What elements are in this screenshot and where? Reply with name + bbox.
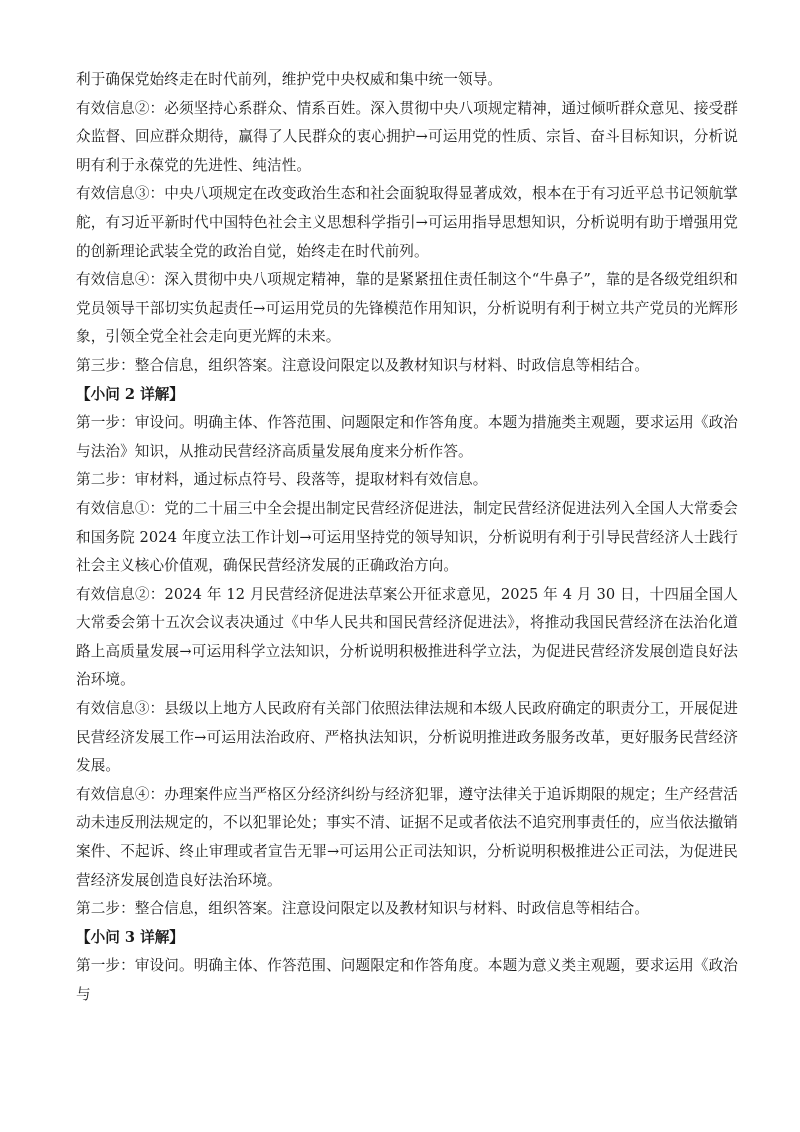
paragraph: 第一步：审设问。明确主体、作答范围、问题限定和作答角度。本题为措施类主观题，要求运用《政治与法治》知识，从推动民营经济高质量发展角度来分析作答。 — [76, 414, 738, 460]
paragraph: 有效信息②：2024 年 12 月民营经济促进法草案公开征求意见，2025 年 4 月 30 日，十四届全国人大常委会第十五次会议表决通过《中华人民共和国民营经济促进法》，将推动我国民营经济在法治化道路上高质量发展→可运用科学立法知识，分析说明积极推进科学立法，为促进民营经济发展创造良好法治环境。 — [76, 585, 738, 689]
paragraph: 利于确保党始终走在时代前列，维护党中央权威和集中统一领导。 — [76, 71, 503, 88]
paragraph: 有效信息①：党的二十届三中全会提出制定民营经济促进法，制定民营经济促进法列入全国人大常委会和国务院 2024 年度立法工作计划→可运用坚持党的领导知识，分析说明有利于引导民营经济人士践行社会主义核心价值观，确保民营经济发展的正确政治方向。 — [76, 499, 738, 575]
paragraph: 第二步：整合信息，组织答案。注意设问限定以及教材知识与材料、时政信息等相结合。 — [76, 900, 650, 918]
paragraph: 有效信息④：深入贯彻中央八项规定精神，靠的是紧紧扭住责任制这个“牛鼻子”，靠的是各级党组织和党员领导干部切实负起责任→可运用党员的先锋模范作用知识，分析说明有利于树立共产党员的光辉形象，引领全党全社会走向更光辉的未来。 — [76, 271, 738, 346]
paragraph: 第二步：审材料，通过标点符号、段落等，提取材料有效信息。 — [76, 471, 488, 489]
paragraph: 有效信息④：办理案件应当严格区分经济纠纷与经济犯罪，遵守法律关于追诉期限的规定；生产经营活动未违反刑法规定的，不以犯罪论处；事实不清、证据不足或者依法不追究刑事责任的，应当依法撤销案件、不起诉、终止审理或者宣告无罪→可运用公正司法知识，分析说明积极推进公正司法，为促进民营经济发展创造良好法治环境。 — [76, 785, 738, 889]
section-heading: 【小问 3 详解】 — [76, 928, 184, 946]
section-heading: 【小问 2 详解】 — [76, 385, 184, 403]
paragraph: 有效信息②：必须坚持心系群众、情系百姓。深入贯彻中央八项规定精神，通过倾听群众意见、接受群众监督、回应群众期待，赢得了人民群众的衷心拥护→可运用党的性质、宗旨、奋斗目标知识，分析说明有利于永葆党的先进性、纯洁性。 — [76, 99, 738, 174]
paragraph: 有效信息③：中央八项规定在改变政治生态和社会面貌取得显著成效，根本在于有习近平总书记领航掌舵，有习近平新时代中国特色社会主义思想科学指引→可运用指导思想知识，分析说明有助于增强用党的创新理论武装全党的政治自觉，始终走在时代前列。 — [76, 185, 738, 260]
paragraph: 第一步：审设问。明确主体、作答范围、问题限定和作答角度。本题为意义类主观题，要求运用《政治与 — [76, 957, 738, 1003]
paragraph: 有效信息③：县级以上地方人民政府有关部门依照法律法规和本级人民政府确定的职责分工，开展促进民营经济发展工作→可运用法治政府、严格执法知识，分析说明推进政务服务改革，更好服务民营经济发展。 — [76, 700, 738, 775]
paragraph: 第三步：整合信息，组织答案。注意设问限定以及教材知识与材料、时政信息等相结合。 — [76, 356, 650, 374]
